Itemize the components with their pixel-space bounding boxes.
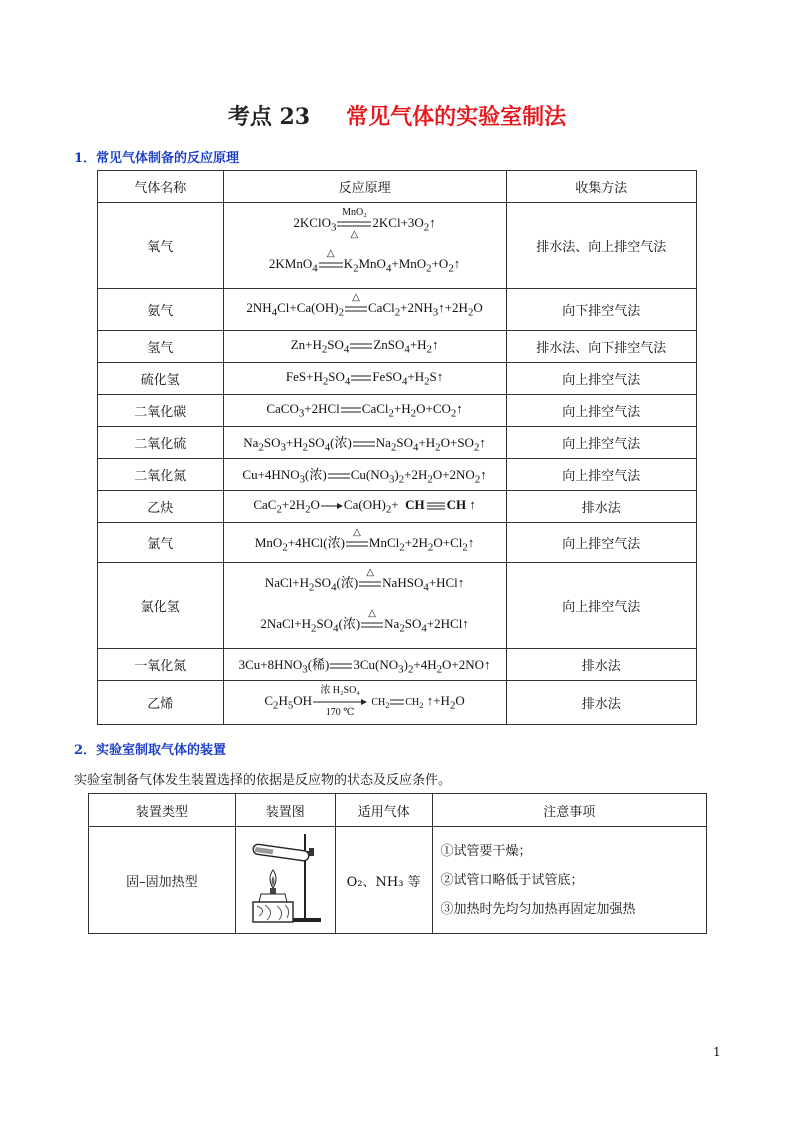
collect-method: 排水法 xyxy=(506,491,696,523)
table-row xyxy=(98,363,697,395)
gas-name: 乙烯 xyxy=(98,681,224,725)
apparatus-diagram xyxy=(235,827,335,934)
gas-name: 氧气 xyxy=(98,203,224,289)
collect-method: 向上排空气法 xyxy=(506,563,696,649)
reaction: $NaCl+H_2SO_4$(浓) △ NaHSO$_4$+HCl↑ $2NaCl+H_2SO_4$(浓) △ $Na_2SO_4+2HCl↑$ xyxy=(223,563,506,649)
collect-method: 排水法、向下排空气法 xyxy=(506,331,696,363)
double-arrow-icon: △ xyxy=(368,607,376,619)
table-row xyxy=(98,395,697,427)
collect-method: 排水法 xyxy=(506,649,696,681)
table-row xyxy=(98,203,697,289)
collect-method: 向上排空气法 xyxy=(506,395,696,427)
right-arrow-icon xyxy=(321,502,343,510)
reaction: $Na_2SO_3+H_2SO_4$(浓) $Na_2SO_4+H_2O+SO_2↑$ xyxy=(223,427,506,459)
double-arrow-icon xyxy=(353,440,375,448)
collect-method: 向下排空气法 xyxy=(506,289,696,331)
gas-name: 氯气 xyxy=(98,523,224,563)
reaction: $FeS+H_2SO_4$ $FeSO_4+H_2S↑$ xyxy=(223,363,506,395)
reaction: $Cu+4HNO_3$(浓) $Cu(NO_3)_2+2H_2O+2NO_2↑$ xyxy=(223,459,506,491)
reaction: $C_2H_5OH$ 浓 H₂SO₄ 170 ℃ $CH_2$ $CH_2$ $↑+H_2O$ xyxy=(223,681,506,725)
double-bond-icon xyxy=(390,699,404,705)
double-arrow-icon xyxy=(351,374,371,382)
apparatus-type: 固–固加热型 xyxy=(89,827,236,934)
header-reaction: 反应原理 xyxy=(223,171,506,203)
gas-name: 乙炔 xyxy=(98,491,224,523)
table-row xyxy=(89,827,707,934)
page-number: 1 xyxy=(713,1045,721,1059)
table-row xyxy=(98,563,697,649)
notes-cell xyxy=(432,827,706,934)
section1-heading: 1．常见气体制备的反应原理 xyxy=(74,151,240,166)
table-header-row xyxy=(98,171,697,203)
header-gas: 气体名称 xyxy=(98,171,224,203)
gas-name: 氯化氢 xyxy=(98,563,224,649)
double-arrow-icon xyxy=(341,406,361,414)
table-header-row xyxy=(89,794,707,827)
right-arrow-icon: 浓 H₂SO₄ 170 ℃ xyxy=(313,698,367,706)
gas-name: 二氧化硫 xyxy=(98,427,224,459)
gas-name: 二氧化氮 xyxy=(98,459,224,491)
note-item: ③加热时先均匀加热再固定加强热 xyxy=(440,901,636,917)
header-gases: 适用气体 xyxy=(335,794,432,827)
section2-heading: 2．实验室制取气体的装置 xyxy=(74,743,227,758)
note-item: ②试管口略低于试管底； xyxy=(440,872,584,888)
table-row xyxy=(98,491,697,523)
table-row xyxy=(98,289,697,331)
double-arrow-icon: △ xyxy=(353,526,361,538)
collect-method: 向上排空气法 xyxy=(506,523,696,563)
collect-method: 排水法 xyxy=(506,681,696,725)
page-title xyxy=(0,100,794,131)
double-arrow-icon xyxy=(328,472,350,480)
table-row xyxy=(98,331,697,363)
triple-bond-icon xyxy=(426,502,446,510)
reaction: 2KClO$_3$ MnO₂ △ $2KCl+3O_2↑$ 2KMnO$_4$ △ $K_2MnO_4+MnO_2+O_2↑$ xyxy=(223,203,506,289)
double-arrow-icon: MnO₂ △ xyxy=(342,206,367,240)
table-row xyxy=(98,681,697,725)
title-name: 常见气体的实验室制法 xyxy=(346,104,567,130)
collect-method: 向上排空气法 xyxy=(506,427,696,459)
reaction: MnO$_2$+4HCl(浓) △ $MnCl_2+2H_2O+Cl_2↑$ xyxy=(223,523,506,563)
header-diagram: 装置图 xyxy=(235,794,335,827)
applicable-gases: O₂、NH₃ 等 xyxy=(335,827,432,934)
table-row xyxy=(98,523,697,563)
reaction: $CaC_2+2H_2O$ $Ca(OH)_2+$ CH CH ↑ xyxy=(223,491,506,523)
double-arrow-icon xyxy=(330,662,352,670)
note-item: ①试管要干燥； xyxy=(440,843,532,859)
reaction: $3Cu+8HNO_3$(稀) $3Cu(NO_3)_2+4H_2O+2NO↑$ xyxy=(223,649,506,681)
gas-name: 二氧化碳 xyxy=(98,395,224,427)
table-row xyxy=(98,459,697,491)
collect-method: 排水法、向上排空气法 xyxy=(506,203,696,289)
double-arrow-icon: △ xyxy=(366,566,375,578)
gas-name: 氨气 xyxy=(98,289,224,331)
header-notes: 注意事项 xyxy=(432,794,706,827)
solid-heating-apparatus-icon xyxy=(247,830,323,926)
double-arrow-icon: △ xyxy=(352,292,360,304)
apparatus-table xyxy=(88,793,707,934)
section2-intro: 实验室制备气体发生装置选择的依据是反应物的状态及反应条件。 xyxy=(74,773,452,788)
collect-method: 向上排空气法 xyxy=(506,363,696,395)
double-arrow-icon: △ xyxy=(326,247,335,259)
reaction: $Zn+H_2SO_4$ $ZnSO_4+H_2↑$ xyxy=(223,331,506,363)
reaction-table xyxy=(97,170,697,725)
header-collect: 收集方法 xyxy=(506,171,696,203)
double-arrow-icon xyxy=(350,342,372,350)
header-type: 装置类型 xyxy=(89,794,236,827)
title-code: 考点 23 xyxy=(227,104,311,130)
reaction: $2NH_4Cl+Ca(OH)_2$ △ $CaCl_2+2NH_3↑+2H_2O$ xyxy=(223,289,506,331)
table-row xyxy=(98,649,697,681)
gas-name: 氢气 xyxy=(98,331,224,363)
table-row xyxy=(98,427,697,459)
collect-method: 向上排空气法 xyxy=(506,459,696,491)
gas-name: 一氧化氮 xyxy=(98,649,224,681)
gas-name: 硫化氢 xyxy=(98,363,224,395)
reaction: CaCO$_3$+2HCl $CaCl_2+H_2O+CO_2↑$ xyxy=(223,395,506,427)
